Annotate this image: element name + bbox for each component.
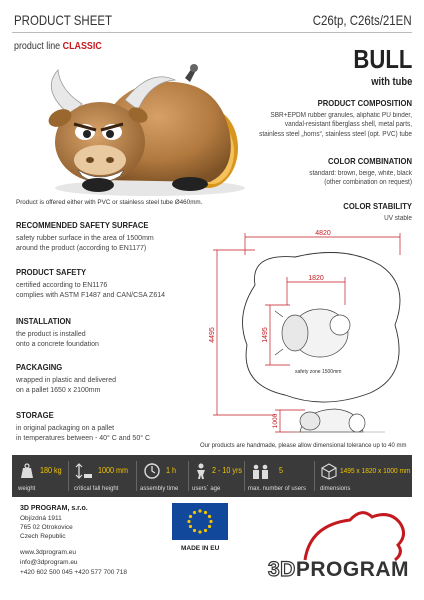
spec-value: 1495 x 1820 x 1000 mm <box>340 466 411 475</box>
color-stability-heading: COLOR STABILITY <box>343 201 412 211</box>
dim-total-width: 4820 <box>315 230 331 237</box>
spec-value: 1000 mm <box>98 466 129 475</box>
composition-line: SBR+EPDM rubber granules, aliphatic PU binder, <box>270 112 412 119</box>
product-code: C26tp, C26ts/21EN <box>313 12 412 28</box>
text-line: complies with ASTM F1487 and CAN/CSA Z614 <box>16 292 166 300</box>
text-line: the product is installed <box>16 331 86 338</box>
spec-value: 5 <box>279 466 284 475</box>
logo-program: PROGRAM <box>295 558 410 581</box>
box-icon <box>320 462 338 480</box>
stability-line: UV stable <box>384 215 412 222</box>
spec-separator <box>136 461 137 491</box>
logo-3d: 3D <box>268 558 296 581</box>
text-line: around the product (according to EN1177) <box>16 245 147 253</box>
company-name: 3D PROGRAM, s.r.o. <box>20 505 88 512</box>
spec-separator <box>68 461 69 491</box>
composition-line: stainless steel „horns“, stainless steel (opt. PVC) tube <box>259 130 412 138</box>
spec-separator <box>188 461 189 491</box>
spec-users-age <box>190 455 242 497</box>
storage-heading: STORAGE <box>16 410 54 420</box>
spec-value: 2 - 10 yrs <box>212 466 243 475</box>
product-line-name: CLASSIC <box>62 40 102 52</box>
product-line-prefix: product line <box>14 40 61 52</box>
composition-text <box>228 111 412 139</box>
bull-logo-icon <box>300 505 410 565</box>
child-icon <box>192 462 210 480</box>
safety-zone-label: safety zone 1500mm <box>295 369 342 375</box>
address-line: Objízdná 1911 <box>20 514 62 522</box>
dim-height: 1000 <box>272 413 279 429</box>
users-icon <box>250 462 272 480</box>
technical-drawing <box>195 225 415 440</box>
spec-label: max. number of users <box>248 486 307 492</box>
text-line: on a pallet 1650 x 2100mm <box>16 387 101 395</box>
text-line: safety rubber surface in the area of 1500mm <box>16 235 154 242</box>
spec-icon-bar <box>12 455 412 497</box>
product-subtitle: with tube <box>370 76 412 88</box>
doc-type-label: PRODUCT SHEET <box>14 12 113 28</box>
color-line: (other combination on request) <box>324 179 412 187</box>
spec-separator <box>244 461 245 491</box>
spec-value: 180 kg <box>40 466 62 475</box>
address-line: Czech Republic <box>20 532 66 540</box>
dim-total-height: 4495 <box>209 327 216 343</box>
eu-flag-icon <box>172 503 228 540</box>
spec-label: dimensions <box>320 486 351 492</box>
header-divider <box>12 32 412 33</box>
spec-fall-height <box>70 455 132 497</box>
text-line: in original packaging on a pallet <box>16 425 115 432</box>
spec-separator <box>314 461 315 491</box>
safety-surface-heading: RECOMMENDED SAFETY SURFACE <box>16 220 149 230</box>
tube-offer-note: Product is offered either with PVC or stainless steel tube Ø460mm. <box>16 199 203 206</box>
color-stability-text <box>228 214 412 223</box>
email-link[interactable]: info@3dprogram.eu <box>20 559 78 567</box>
packaging-heading: PACKAGING <box>16 362 63 372</box>
spec-dimensions <box>316 455 412 497</box>
spec-label: assembly time <box>140 486 179 492</box>
handmade-note: Our products are handmade, please allow dimensional tolerance up to 40 mm <box>200 443 407 449</box>
installation-heading: INSTALLATION <box>16 316 71 326</box>
company-contact <box>20 548 127 578</box>
composition-heading: PRODUCT COMPOSITION <box>317 98 412 108</box>
fall-height-icon <box>75 462 93 480</box>
dim-depth: 1495 <box>262 327 269 343</box>
composition-line: vandal-resistant fiberglass shell, metal parts, <box>284 121 412 129</box>
text-line: wrapped in plastic and delivered <box>16 377 117 384</box>
weight-icon <box>18 462 36 480</box>
spec-label: critical fall height <box>74 486 119 492</box>
address-line: 765 02 Otrokovice <box>20 523 73 531</box>
color-combination-heading: COLOR COMBINATION <box>327 156 412 166</box>
product-title: BULL <box>353 44 412 74</box>
clock-icon <box>143 462 161 480</box>
spec-value: 1 h <box>166 466 177 475</box>
spec-label: users´ age <box>192 486 221 492</box>
spec-max-users <box>246 455 312 497</box>
company-logo <box>268 558 409 582</box>
color-combination-text <box>228 169 412 188</box>
product-safety-heading: PRODUCT SAFETY <box>16 267 87 277</box>
spec-assembly-time <box>138 455 186 497</box>
dim-width: 1820 <box>308 275 324 282</box>
text-line: certified according to EN1176 <box>16 282 108 289</box>
color-line: standard: brown, beige, white, black <box>309 170 412 177</box>
spec-label: weight <box>18 486 36 492</box>
phone-numbers: +420 602 500 045 +420 577 700 718 <box>20 569 127 577</box>
text-line: in temperatures between - 40° C and 50° C <box>16 435 151 443</box>
color-stability-section <box>212 201 412 223</box>
website-link[interactable]: www.3dprogram.eu <box>20 549 76 556</box>
text-line: onto a concrete foundation <box>16 341 99 349</box>
composition-section <box>212 98 412 139</box>
product-line <box>14 40 102 52</box>
made-in-eu-label: MADE IN EU <box>181 545 220 552</box>
color-combination-section <box>212 156 412 188</box>
company-address <box>20 504 88 541</box>
spec-weight <box>12 455 67 497</box>
